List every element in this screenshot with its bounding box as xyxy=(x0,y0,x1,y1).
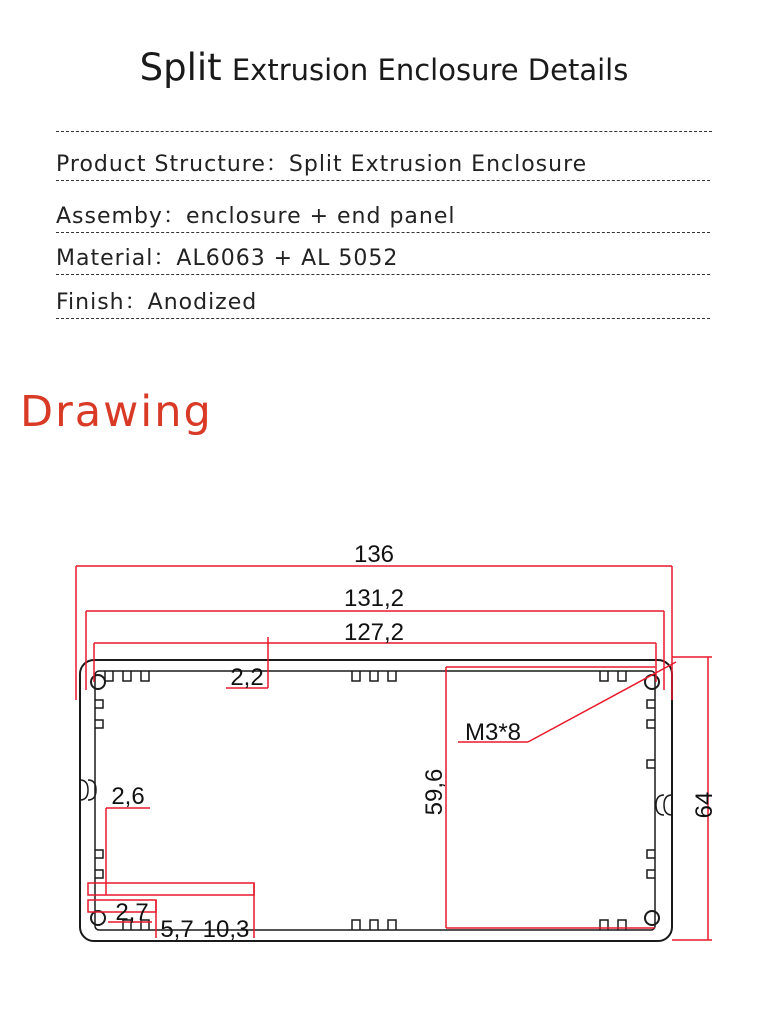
dim-596-label: 59,6 xyxy=(421,768,448,816)
dim-103-label: 10,3 xyxy=(202,916,250,943)
title-lead: Split xyxy=(139,46,222,89)
right-wall-ribs xyxy=(647,700,655,878)
m3-leader xyxy=(528,662,676,742)
spec-value: Split Extrusion Enclosure xyxy=(288,152,588,177)
top-center-slot xyxy=(352,671,396,681)
spec-separator: ： xyxy=(265,152,289,177)
drawing-heading: Drawing xyxy=(20,387,213,437)
enclosure-profile xyxy=(80,660,672,941)
inner-outline xyxy=(95,671,655,930)
top-left-slot xyxy=(105,671,149,681)
screw-boss-top-left xyxy=(91,675,105,689)
spec-separator: ： xyxy=(153,246,177,271)
dim-26-label: 2,6 xyxy=(111,783,145,810)
dim-103-box xyxy=(88,883,254,895)
spec-value: enclosure + end panel xyxy=(185,204,456,229)
spec-separator: ： xyxy=(124,290,148,315)
dim-1312-label: 131,2 xyxy=(343,585,405,612)
right-snap-joint xyxy=(656,795,672,815)
title-rest: Extrusion Enclosure Details xyxy=(231,53,629,87)
bottom-center-slot xyxy=(352,920,396,930)
spec-label: Material xyxy=(56,246,154,271)
outer-outline xyxy=(80,660,672,941)
dim-57-label: 5,7 xyxy=(160,916,194,943)
spec-label: Finish xyxy=(56,290,125,315)
dim-22-label: 2,2 xyxy=(230,664,264,691)
dim-64-label: 64 xyxy=(691,791,718,819)
spec-value: Anodized xyxy=(147,290,258,315)
spec-value: AL6063 + AL 5052 xyxy=(176,246,399,271)
spec-separator: ： xyxy=(162,204,186,229)
dim-27-label: 2,7 xyxy=(115,899,149,926)
spec-label: Product Structure xyxy=(56,152,266,177)
dim-1272-label: 127,2 xyxy=(343,619,405,646)
m3-label: M3*8 xyxy=(464,719,522,746)
top-right-slot xyxy=(600,671,626,681)
left-snap-joint xyxy=(80,780,96,800)
screw-boss-bottom-right xyxy=(645,911,659,925)
screw-boss-bottom-left xyxy=(91,911,105,925)
dim-136-label: 136 xyxy=(353,541,395,568)
spec-label: Assemby xyxy=(56,204,163,229)
